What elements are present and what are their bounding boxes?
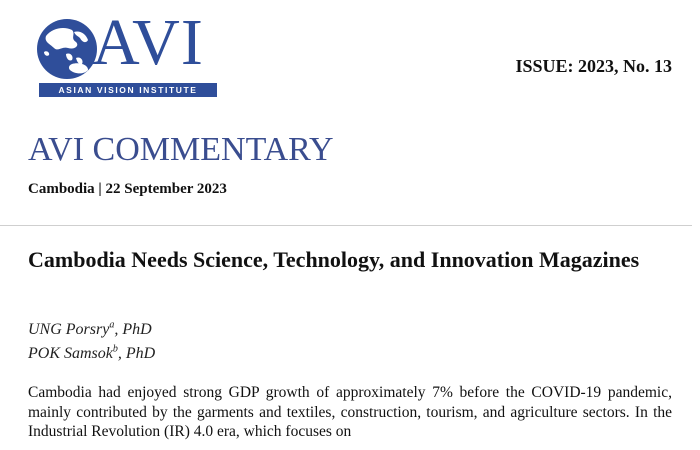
dateline: Cambodia | 22 September 2023 [28,181,227,197]
author-degree: , PhD [114,321,152,338]
affiliation-mark: a [109,319,115,331]
author [28,342,155,366]
author-name: POK Samsok [28,345,113,362]
logo-wordmark: AVI [92,6,204,79]
article-title: Cambodia Needs Science, Technology, and Innovation Magazines [28,247,640,272]
logo-tagline: ASIAN VISION INSTITUTE [39,83,217,97]
author-degree: , PhD [117,345,156,362]
affiliation-mark: b [112,343,118,355]
divider [0,225,692,226]
series-title: AVI COMMENTARY [28,131,334,168]
author [28,318,155,342]
author-name: UNG Porsry [28,321,110,338]
globe-icon [36,18,98,80]
avi-logo [36,6,218,98]
body-paragraph: Cambodia had enjoyed strong GDP growth of approximately 7% before the COVID-19 pandemic, mainly contributed by the garments and textiles, construction, tourism, and agriculture sectors. In the Industrial Revolution (IR) 4.0 era, which focuses on [28,384,672,440]
author-list [28,318,155,366]
issue-number: ISSUE: 2023, No. 13 [515,56,672,76]
